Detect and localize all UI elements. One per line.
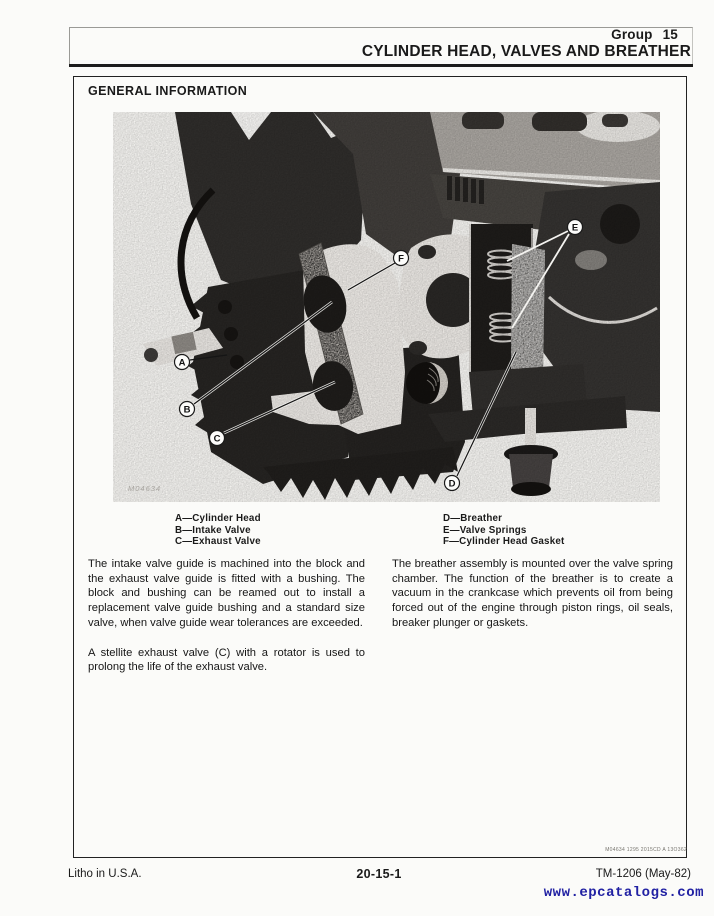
legend-item: F—Cylinder Head Gasket xyxy=(443,536,565,548)
engine-cutaway-figure xyxy=(113,112,660,502)
paragraph: The intake valve guide is machined into the block and the exhaust valve guide is fitted with a bushing. The block and bushing can be reamed out to install a replacement valve guide bushing and a standard size valve, when valve guide wear tolerances are exceeded. xyxy=(88,558,365,629)
footer-doc-code: TM-1206 (May-82) xyxy=(595,868,691,880)
svg-text:E: E xyxy=(571,222,579,234)
figure-legend-left xyxy=(175,513,261,548)
micro-code: M04634 1295 2015CD A 13O362 xyxy=(605,847,687,853)
figure-legend-right xyxy=(443,513,564,548)
section-title: GENERAL INFORMATION xyxy=(88,84,248,98)
body-column-left xyxy=(88,557,365,675)
footer-page-number: 20-15-1 xyxy=(356,867,402,881)
callout-e xyxy=(568,220,583,235)
group-label: Group 15 xyxy=(611,27,678,42)
svg-text:C: C xyxy=(213,433,221,445)
legend-item: A—Cylinder Head xyxy=(175,513,261,524)
page-title: CYLINDER HEAD, VALVES AND BREATHER xyxy=(361,43,691,60)
paragraph: A stellite exhaust valve (C) with a rotator is used to prolong the life of the exhaust valve. xyxy=(88,646,365,674)
svg-text:B: B xyxy=(183,404,191,416)
body-column-right xyxy=(392,557,673,631)
callout-b xyxy=(180,402,195,417)
legend-item: D—Breather xyxy=(443,513,503,524)
legend-item: E—Valve Springs xyxy=(443,524,527,536)
figure-watermark: M04634 xyxy=(128,484,162,493)
svg-text:F: F xyxy=(398,253,404,265)
legend-item: C—Exhaust Valve xyxy=(175,536,261,548)
callout-a xyxy=(175,355,190,370)
header-rule xyxy=(69,64,693,67)
svg-text:D: D xyxy=(448,478,456,490)
callout-c xyxy=(210,431,225,446)
svg-text:A: A xyxy=(178,357,186,369)
footer-litho: Litho in U.S.A. xyxy=(68,868,142,880)
callout-f xyxy=(394,251,409,266)
legend-item: B—Intake Valve xyxy=(175,524,251,536)
epcatalogs-watermark-link[interactable]: www.epcatalogs.com xyxy=(543,885,704,901)
callout-d xyxy=(445,476,460,491)
paragraph: The breather assembly is mounted over the valve spring chamber. The function of the breather is to create a vacuum in the crankcase which prevents oil from being forced out of the engine through piston rings, oil seals, breaker plunger or gaskets. xyxy=(392,558,673,629)
